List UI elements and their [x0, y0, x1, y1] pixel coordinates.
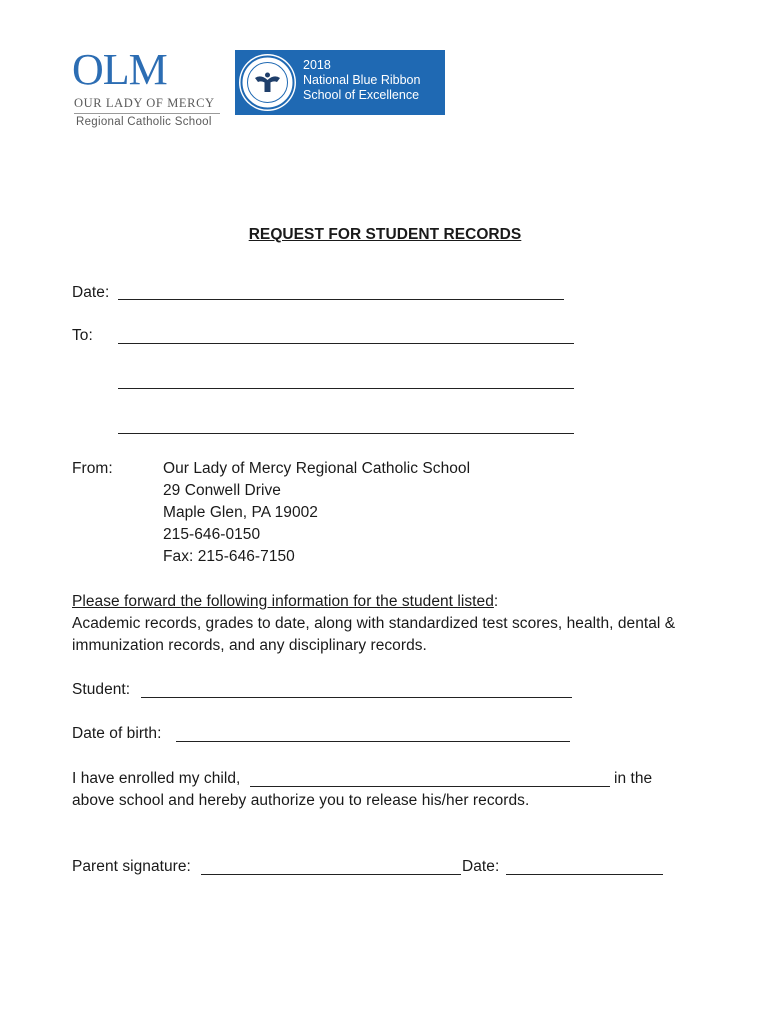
logo-school-name: OUR LADY OF MERCY [74, 96, 215, 110]
school-logo [72, 45, 222, 132]
student-label: Student: [72, 681, 131, 698]
from-label: From: [72, 460, 113, 477]
forward-intro-colon: : [493, 593, 499, 610]
form-title: REQUEST FOR STUDENT RECORDS [248, 226, 522, 243]
enrolled-prefix: I have enrolled my child, [72, 770, 241, 787]
forward-intro-text: Please forward the following information for the student listed [72, 593, 494, 610]
logo-mark: OLM [72, 45, 167, 94]
logo-divider [74, 113, 220, 114]
enrolled-suffix: in the [614, 770, 653, 787]
forward-text-1: Academic records, grades to date, along with standardized test scores, health, dental & [72, 615, 676, 632]
enrolled-line-2: above school and hereby authorize you to release his/her records. [72, 792, 530, 809]
to-field-line-2[interactable] [118, 373, 574, 389]
badge-line1: National Blue Ribbon [303, 73, 421, 87]
forward-text-2: immunization records, and any disciplinary records. [72, 637, 427, 654]
logo-subtitle: Regional Catholic School [76, 116, 212, 128]
from-line-5: Fax: 215-646-7150 [163, 548, 295, 565]
from-line-1: Our Lady of Mercy Regional Catholic School [163, 460, 471, 477]
dob-field[interactable] [176, 726, 570, 742]
dob-label: Date of birth: [72, 725, 162, 742]
student-field[interactable] [141, 682, 572, 698]
parent-signature-label: Parent signature: [72, 858, 191, 875]
to-field-line-1[interactable] [118, 328, 574, 344]
eagle-seal-icon [239, 54, 296, 111]
blue-ribbon-badge [235, 50, 445, 115]
badge-line2: School of Excellence [303, 88, 420, 102]
parent-signature-field[interactable] [201, 859, 461, 875]
parent-date-field[interactable] [506, 859, 663, 875]
from-line-3: Maple Glen, PA 19002 [163, 504, 318, 521]
forward-intro [72, 591, 498, 613]
date-field[interactable] [118, 284, 564, 300]
from-line-4: 215-646-0150 [163, 526, 261, 543]
child-name-field[interactable] [250, 771, 610, 787]
from-line-2: 29 Conwell Drive [163, 482, 281, 499]
parent-date-label: Date: [462, 858, 500, 875]
to-label: To: [72, 327, 93, 344]
date-label: Date: [72, 284, 110, 301]
to-field-line-3[interactable] [118, 418, 574, 434]
badge-year: 2018 [303, 58, 331, 72]
